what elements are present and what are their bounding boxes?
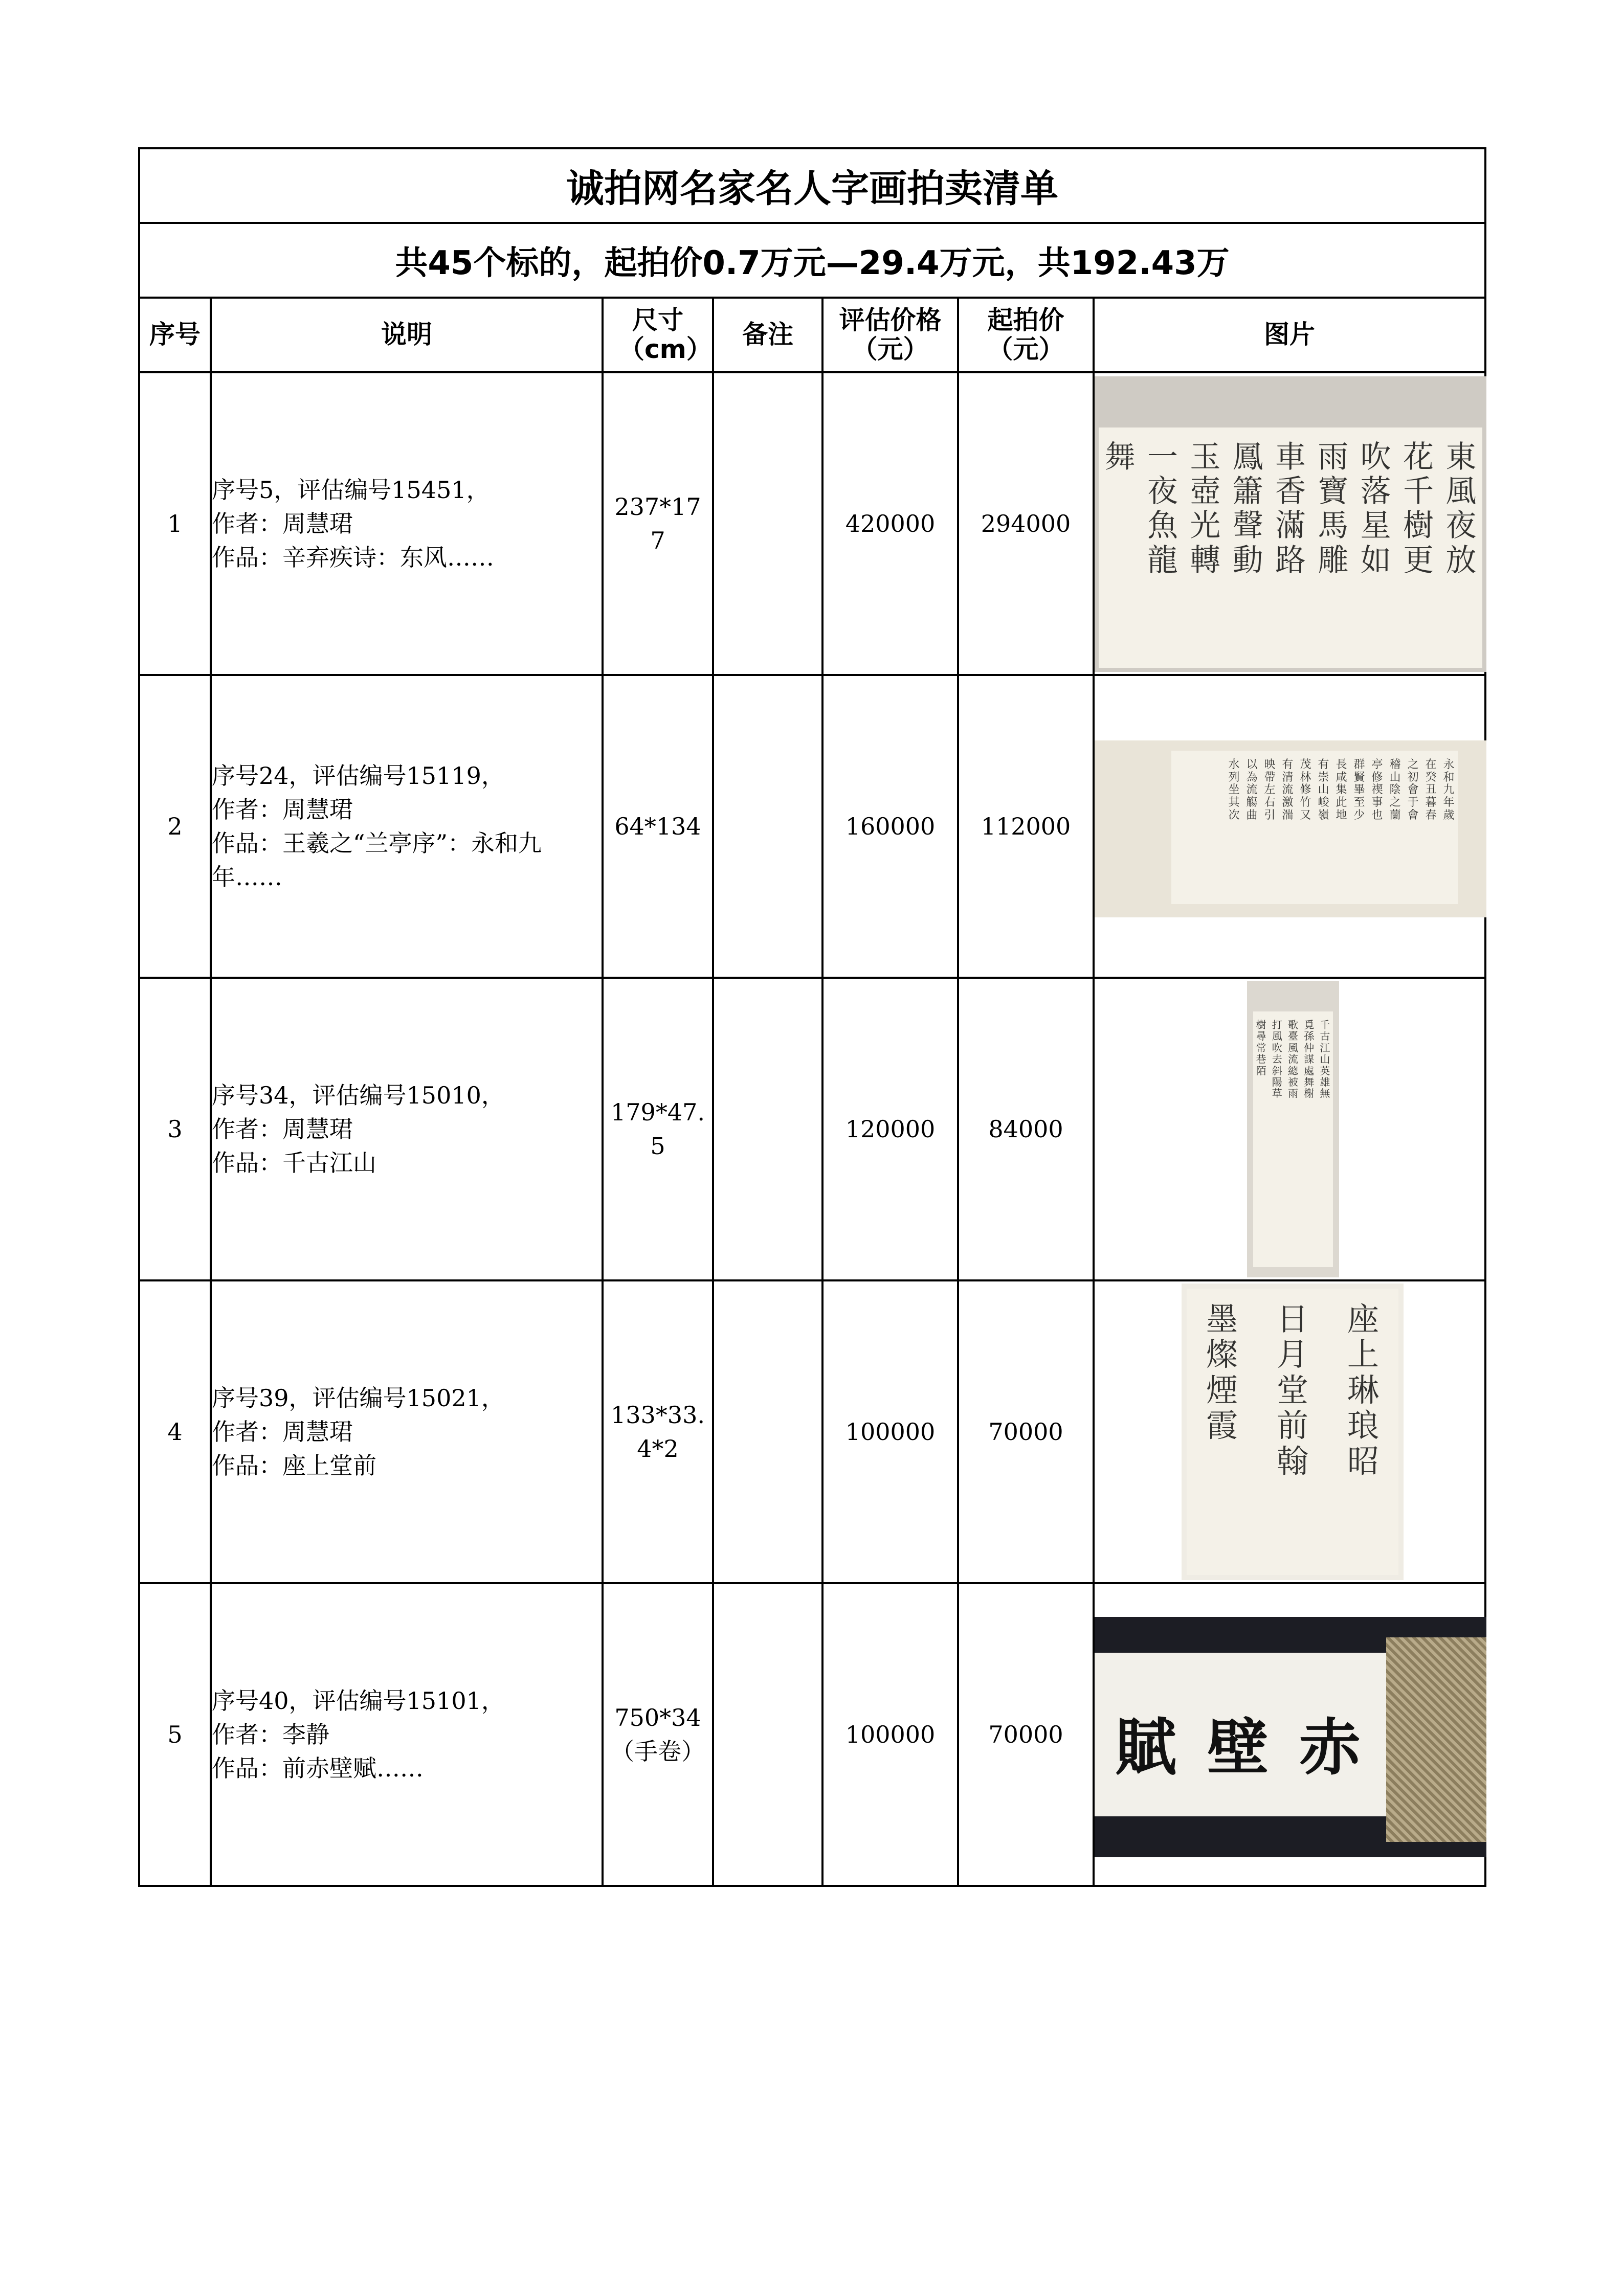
calligraphy-photo-icon: 千 古 江 山 英 雄 無 覓 孫 仲 謀 處 舞 榭 歌 臺 風 流 總 被 雨 打 風 吹 去 斜 陽 草 樹 尋 常 巷 陌	[1247, 981, 1339, 1277]
row-description	[211, 1583, 603, 1886]
row-start-price: 70000	[958, 1280, 1094, 1583]
row-size: 179*47.5	[603, 978, 713, 1280]
header-appraisal: 评估价格（元）	[822, 298, 958, 372]
row-description	[211, 675, 603, 978]
description-line: 序号39，评估编号15021，	[212, 1384, 505, 1412]
page-title: 诚拍网名家名人字画拍卖清单	[139, 148, 1485, 223]
description-line: 作者：周慧珺	[212, 796, 353, 823]
header-image: 图片	[1094, 298, 1485, 372]
calligraphy-photo-icon: 座 上 琳 琅 昭 日 月 堂 前 翰 墨 燦 煙 霞	[1182, 1284, 1404, 1580]
row-start-price: 70000	[958, 1583, 1094, 1886]
row-start-price: 294000	[958, 372, 1094, 675]
table-row	[139, 372, 1485, 675]
table-row	[139, 978, 1485, 1280]
row-appraisal: 120000	[822, 978, 958, 1280]
row-image	[1094, 1280, 1485, 1583]
header-description: 说明	[211, 298, 603, 372]
header-row	[139, 298, 1485, 372]
row-index: 2	[139, 675, 211, 978]
header-size: 尺寸（cm）	[603, 298, 713, 372]
table-row	[139, 1280, 1485, 1583]
row-description	[211, 978, 603, 1280]
calligraphy-photo-icon: 東 風 夜 放 花 千 樹 更 吹 落 星 如 雨 寶 馬 雕 車 香 滿 路 鳳 簫 聲 動 玉 壺 光 轉 一 夜 魚 龍 舞	[1095, 376, 1486, 672]
row-size: 133*33.4*2	[603, 1280, 713, 1583]
row-appraisal: 100000	[822, 1583, 958, 1886]
calligraphy-photo-icon: 永 和 九 年 歲 在 癸 丑 暮 春 之 初 會 于 會 稽 山 陰 之 蘭 亭 修 禊 事 也 群 賢 畢 至 少 長 咸 集 此 地 有 崇 山 峻 嶺 茂 林 修 竹 又 有 清 流 激 湍 映 帶 左 右 引 以 為 流 觴 曲 水 列 坐 其 次	[1095, 740, 1486, 917]
row-appraisal: 420000	[822, 372, 958, 675]
row-image	[1094, 675, 1485, 978]
table-row	[139, 675, 1485, 978]
description-line: 作品：王羲之“兰亭序”：永和九年……	[212, 829, 542, 891]
row-index: 5	[139, 1583, 211, 1886]
row-appraisal: 160000	[822, 675, 958, 978]
row-note	[713, 372, 822, 675]
description-line: 序号24，评估编号15119，	[212, 762, 505, 790]
row-start-price: 84000	[958, 978, 1094, 1280]
row-note	[713, 1583, 822, 1886]
header-start-price: 起拍价（元）	[958, 298, 1094, 372]
row-description	[211, 1280, 603, 1583]
header-note: 备注	[713, 298, 822, 372]
description-line: 作品：座上堂前	[212, 1452, 376, 1479]
description-line: 作者：周慧珺	[212, 1418, 353, 1446]
calligraphy-photo-icon: 賦 壁 赤	[1095, 1617, 1486, 1857]
summary-subtitle: 共45个标的，起拍价0.7万元—29.4万元，共192.43万	[139, 223, 1485, 298]
row-size: 237*177	[603, 372, 713, 675]
row-index: 3	[139, 978, 211, 1280]
row-index: 4	[139, 1280, 211, 1583]
row-image	[1094, 978, 1485, 1280]
row-description	[211, 372, 603, 675]
row-image	[1094, 1583, 1485, 1886]
description-line: 序号34，评估编号15010，	[212, 1082, 505, 1109]
header-index: 序号	[139, 298, 211, 372]
row-size: 750*34（手卷）	[603, 1583, 713, 1886]
row-index: 1	[139, 372, 211, 675]
row-size: 64*134	[603, 675, 713, 978]
row-start-price: 112000	[958, 675, 1094, 978]
description-line: 作品：辛弃疾诗：东风……	[212, 544, 494, 571]
row-appraisal: 100000	[822, 1280, 958, 1583]
description-line: 序号5，评估编号15451，	[212, 476, 490, 504]
row-note	[713, 1280, 822, 1583]
row-image	[1094, 372, 1485, 675]
description-line: 作者：李静	[212, 1721, 329, 1748]
description-line: 序号40，评估编号15101，	[212, 1687, 505, 1715]
description-line: 作者：周慧珺	[212, 510, 353, 537]
description-line: 作者：周慧珺	[212, 1115, 353, 1143]
table-row	[139, 1583, 1485, 1886]
row-note	[713, 675, 822, 978]
description-line: 作品：千古江山	[212, 1149, 376, 1177]
auction-list-table	[138, 147, 1486, 1887]
description-line: 作品：前赤壁赋……	[212, 1754, 424, 1782]
row-note	[713, 978, 822, 1280]
